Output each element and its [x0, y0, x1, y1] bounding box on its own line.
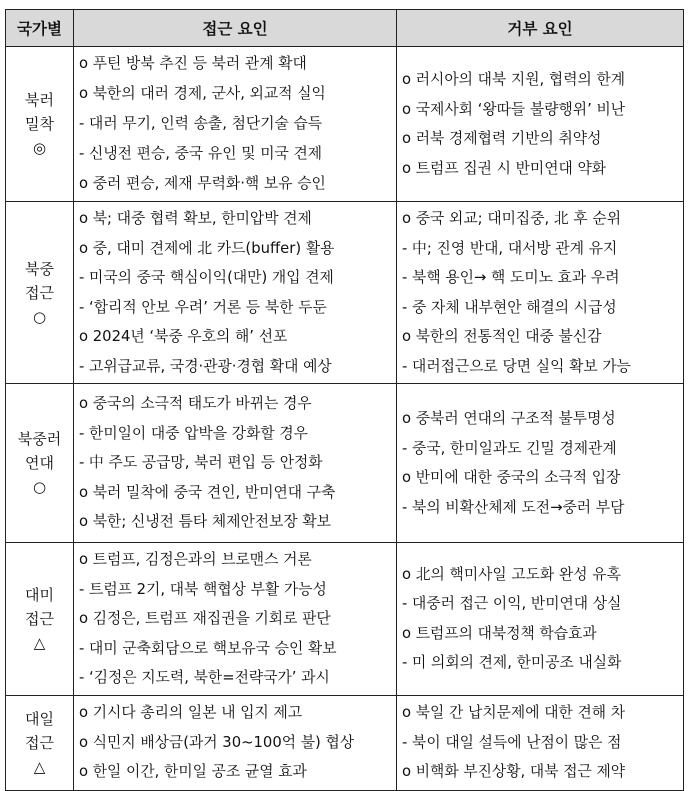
header-row — [6, 10, 684, 47]
comparison-table-wrapper — [5, 9, 683, 791]
reject-item: o 北의 핵미사일 고도화 완성 유혹 — [402, 565, 621, 583]
approach-cell — [74, 543, 397, 696]
approach-cell — [74, 695, 397, 790]
reject-cell — [397, 47, 684, 202]
reject-item: o 트럼프의 대북정책 학습효과 — [402, 624, 597, 642]
header-approach-factors: 접근 요인 — [74, 10, 397, 47]
approach-item: - ‘김정은 지도력, 북한=전략국가’ 과시 — [79, 669, 330, 686]
reject-cell — [397, 384, 684, 543]
approach-item: o 북한; 신냉전 틈타 체제안전보장 확보 — [79, 513, 331, 531]
approach-item: - 미국의 중국 핵심이익(대만) 개입 견제 — [79, 269, 334, 286]
reject-item: - 中; 진영 반대, 대서방 관계 유지 — [402, 239, 618, 257]
approach-item: o 식민지 배상금(과거 30~100억 불) 협상 — [79, 733, 355, 751]
table-row-usa — [6, 543, 684, 696]
reject-cell — [397, 695, 684, 790]
approach-item: - 대러 무기, 인력 송출, 첨단기술 습득 — [79, 115, 323, 132]
table-row-russia — [6, 47, 684, 202]
approach-item: o 2024년 ‘북중 우호의 해’ 선포 — [79, 328, 288, 345]
approach-item: o 한일 이간, 한미일 공조 균열 효과 — [79, 763, 307, 781]
country-label: 대미 — [25, 585, 54, 604]
approach-item: o 트럼프, 김정은과의 브로맨스 거론 — [79, 551, 312, 568]
rating-symbol: △ — [33, 757, 46, 776]
country-label: 북러 — [25, 91, 54, 109]
approach-item: o 푸틴 방북 추진 등 북러 관계 확대 — [79, 55, 307, 72]
reject-item: - 대중러 접근 이익, 반미연대 상실 — [402, 595, 622, 613]
approach-item: o 북한의 대러 경제, 군사, 외교적 실익 — [79, 85, 326, 102]
reject-item: - 중 자체 내부현안 해결의 시급성 — [402, 298, 617, 316]
reject-item: - 북핵 용인→ 핵 도미노 효과 우려 — [402, 269, 620, 286]
reject-item: - 북의 비확산체제 도전→중러 부담 — [402, 498, 625, 516]
reject-item: o 반미에 대한 중국의 소극적 입장 — [402, 469, 621, 486]
approach-item: o 북; 대중 협력 확보, 한미압박 견제 — [79, 210, 312, 227]
reject-item: o 트럼프 집권 시 반미연대 약화 — [402, 159, 607, 177]
reject-item: o 러북 경제협력 기반의 취약성 — [402, 130, 602, 147]
country-label: 연대 — [25, 454, 54, 472]
rating-symbol: △ — [33, 633, 46, 652]
reject-item: - 중국, 한미일과도 긴밀 경제관계 — [402, 439, 617, 457]
reject-item: o 비핵화 부진상황, 대북 접근 제약 — [402, 763, 626, 781]
reject-item: - 대러접근으로 당면 실익 확보 가능 — [402, 357, 631, 375]
approach-item: - 한미일이 대중 압박을 강화할 경우 — [79, 424, 308, 442]
table-row-solidarity — [6, 384, 684, 543]
country-label: 접근 — [25, 283, 54, 302]
approach-item: o 중국의 소극적 태도가 바뀌는 경우 — [79, 395, 312, 413]
approach-item: o 중러 편승, 제재 무력화·핵 보유 승인 — [79, 175, 326, 192]
country-cell — [6, 695, 74, 790]
reject-cell — [397, 543, 684, 696]
approach-item: o 김정은, 트럼프 재집권을 기회로 판단 — [79, 610, 331, 627]
approach-item: o 북러 밀착에 중국 견인, 반미연대 구축 — [79, 483, 336, 501]
approach-item: o 기시다 총리의 일본 내 입지 제고 — [79, 704, 303, 722]
rating-symbol: ○ — [32, 478, 47, 496]
table-row-china — [6, 202, 684, 384]
country-label: 밀착 — [25, 115, 54, 133]
approach-item: o 중, 대미 견제에 北 카드(buffer) 활용 — [79, 239, 335, 257]
country-label: 북중러 — [17, 430, 62, 448]
country-label: 접근 — [25, 609, 54, 628]
country-label: 접근 — [25, 733, 54, 752]
country-cell — [6, 202, 74, 384]
approach-item: - 신냉전 편승, 중국 유인 및 미국 견제 — [79, 145, 323, 162]
reject-cell — [397, 202, 684, 384]
reject-item: o 국제사회 ‘왕따들 불량행위’ 비난 — [402, 100, 626, 118]
header-reject-factors: 거부 요인 — [397, 10, 684, 47]
reject-item: - 북이 대일 설득에 난점이 많은 점 — [402, 733, 622, 751]
approach-cell — [74, 202, 397, 384]
country-cell — [6, 543, 74, 696]
rating-symbol: ○ — [32, 307, 47, 326]
header-country: 국가별 — [6, 10, 74, 47]
approach-cell — [74, 384, 397, 543]
reject-item: o 북일 간 납치문제에 대한 견해 차 — [402, 704, 626, 722]
approach-item: - 中 주도 공급망, 북러 편입 등 안정화 — [79, 454, 323, 472]
table-row-japan — [6, 695, 684, 790]
approach-cell — [74, 47, 397, 202]
rating-symbol: ◎ — [32, 139, 47, 157]
reject-item: o 중북러 연대의 구조적 불투명성 — [402, 410, 616, 427]
approach-item: - ‘합리적 안보 우려’ 거론 등 북한 두둔 — [79, 298, 327, 316]
country-cell — [6, 47, 74, 202]
approach-item: - 고위급교류, 국경·관광·경협 확대 예상 — [79, 357, 332, 375]
factor-table — [5, 9, 684, 791]
country-label: 대일 — [25, 709, 54, 728]
approach-item: - 대미 군축회담으로 핵보유국 승인 확보 — [79, 639, 337, 657]
country-cell — [6, 384, 74, 543]
reject-item: o 북한의 전통적인 대중 불신감 — [402, 328, 602, 345]
country-label: 북중 — [25, 259, 54, 278]
reject-item: - 미 의회의 견제, 한미공조 내실화 — [402, 654, 622, 672]
approach-item: - 트럼프 2기, 대북 핵협상 부활 가능성 — [79, 580, 327, 598]
reject-item: o 러시아의 대북 지원, 협력의 한계 — [402, 71, 626, 88]
reject-item: o 중국 외교; 대미집중, 北 후 순위 — [402, 210, 621, 227]
